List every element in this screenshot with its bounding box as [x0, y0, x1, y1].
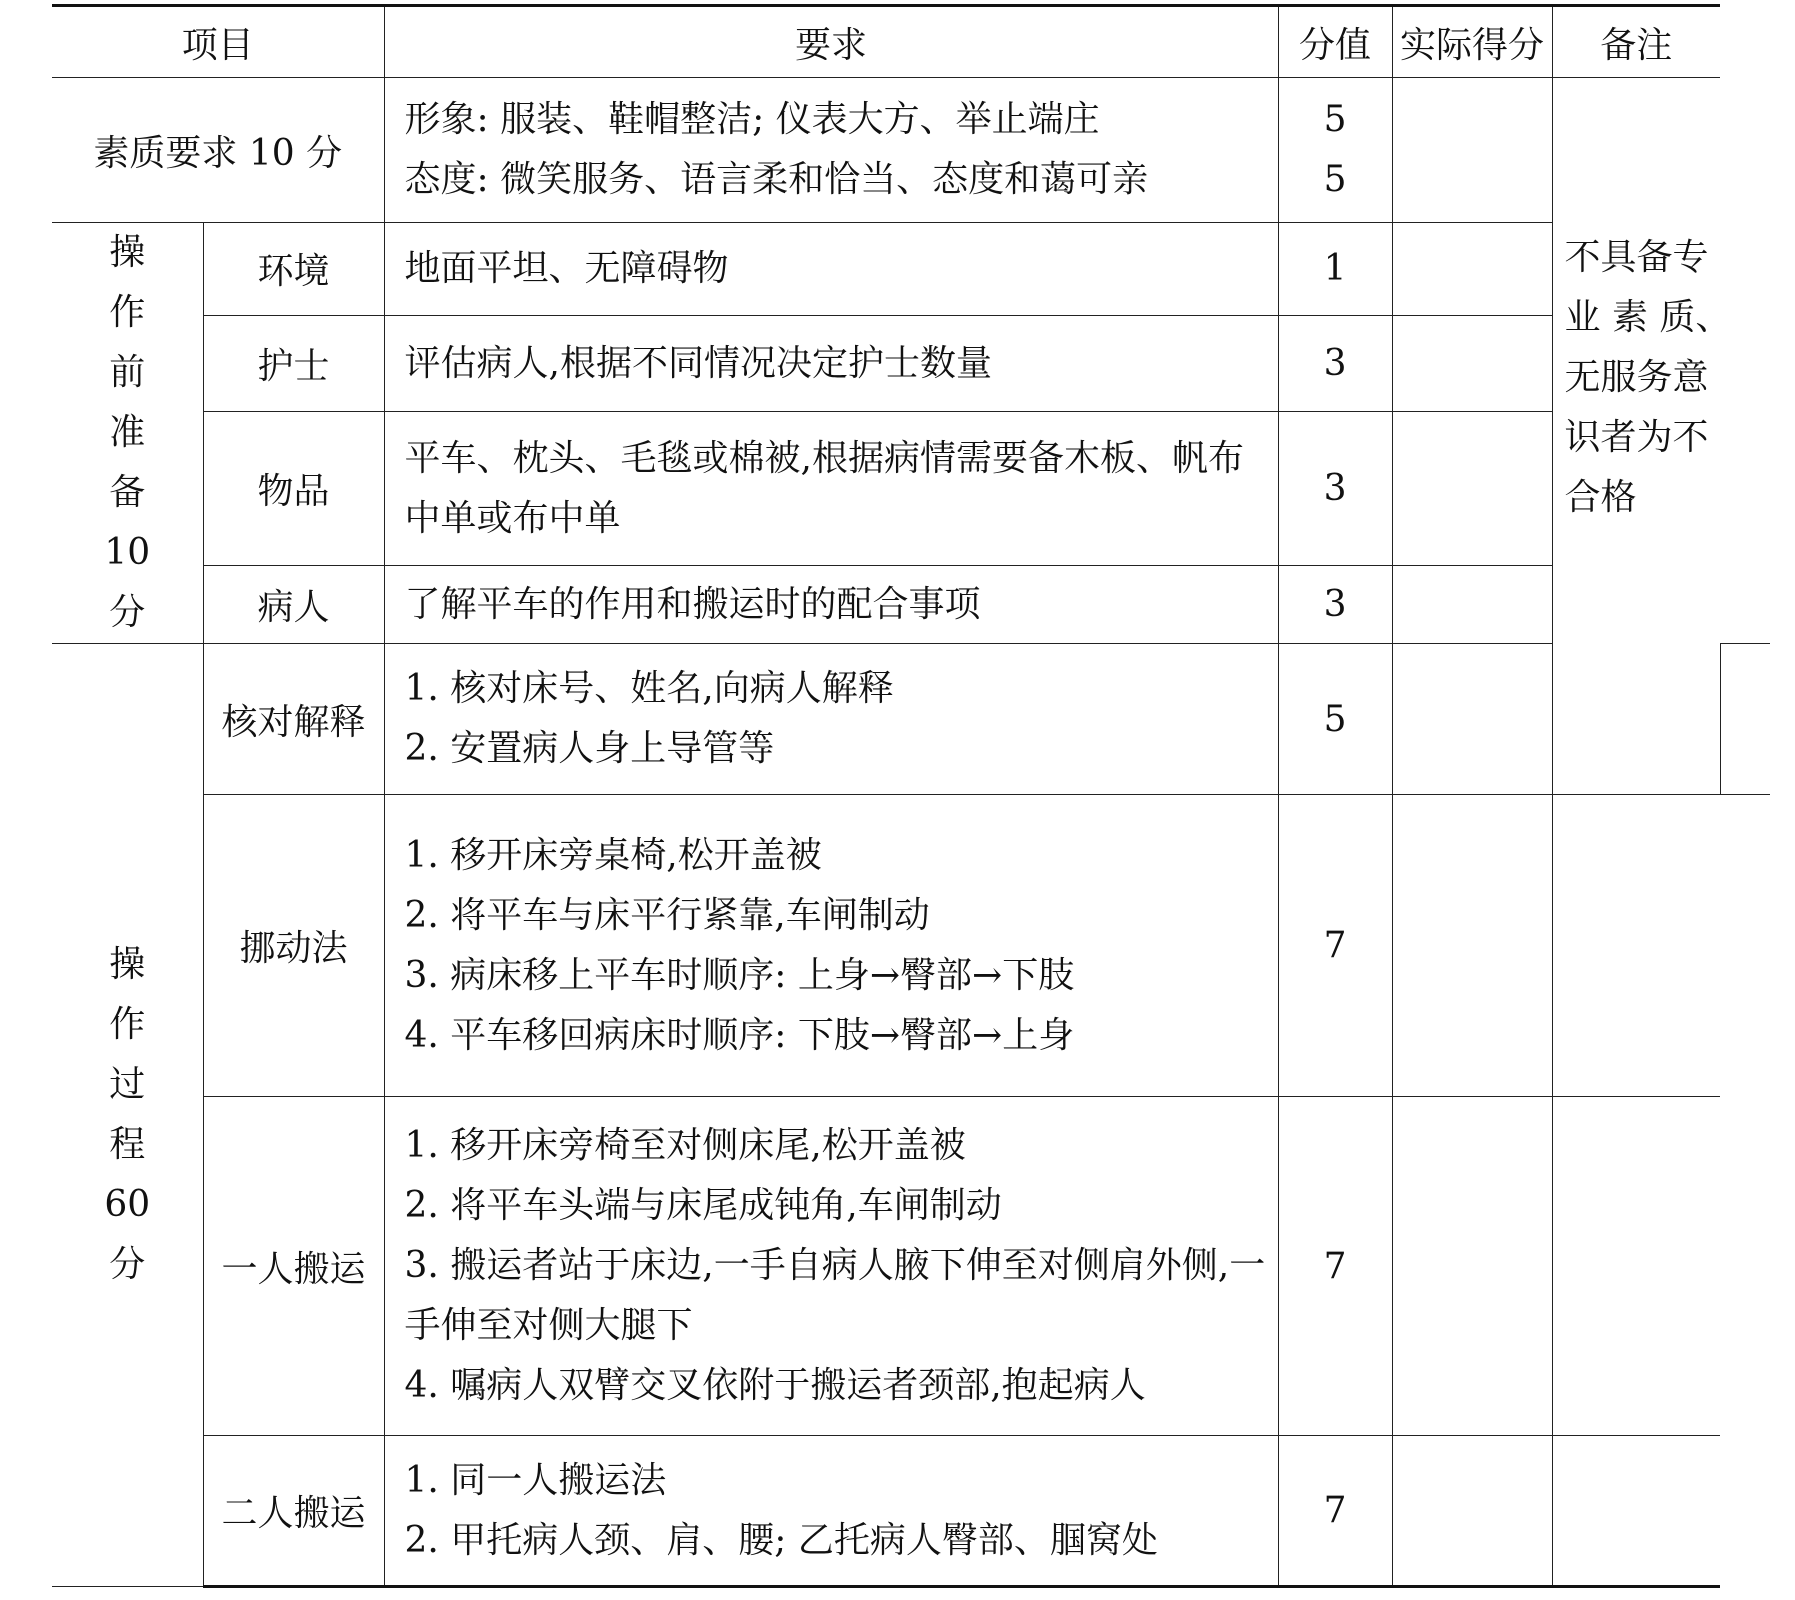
requirement-line: 态度: 微笑服务、语言柔和恰当、态度和蔼可亲: [404, 159, 1149, 200]
evaluation-table: [52, 4, 1770, 1588]
score-value: 1: [1278, 223, 1392, 316]
header-note: 备注: [1552, 6, 1720, 78]
table-row: [52, 1436, 1770, 1587]
table-row: [52, 566, 1770, 644]
note-cell: [1552, 795, 1720, 1097]
table-row: [52, 78, 1770, 223]
prep-item-requirement: 平车、枕头、毛毯或棉被,根据病情需要备木板、帆布中单或布中单: [384, 412, 1278, 566]
note-line: 无服务意: [1564, 357, 1709, 398]
prep-item-name: 病人: [203, 566, 384, 644]
table-row: [52, 1097, 1770, 1436]
score-value: 3: [1278, 315, 1392, 411]
score-value: 3: [1278, 412, 1392, 566]
process-item-requirement: 1. 核对床号、姓名,向病人解释 2. 安置病人身上导管等: [384, 644, 1278, 795]
actual-score-cell[interactable]: [1392, 1436, 1552, 1587]
process-item-name: 核对解释: [203, 644, 384, 795]
quality-scores: [1278, 78, 1392, 223]
table-row: [52, 412, 1770, 566]
actual-score-cell[interactable]: [1392, 795, 1552, 1097]
actual-score-cell[interactable]: [1392, 566, 1552, 644]
prep-item-name: 护士: [203, 315, 384, 411]
note-line: 合格: [1564, 477, 1637, 518]
prep-item-requirement: 地面平坦、无障碍物: [384, 223, 1278, 316]
prep-item-name: 环境: [203, 223, 384, 316]
process-item-name: 挪动法: [203, 795, 384, 1097]
score-sheet: [52, 4, 1770, 1588]
process-item-requirement: 1. 同一人搬运法 2. 甲托病人颈、肩、腰; 乙托病人臀部、腘窝处: [384, 1436, 1278, 1587]
process-item-requirement: 1. 移开床旁桌椅,松开盖被 2. 将平车与床平行紧靠,车闸制动 3. 病床移上平车时顺序: 上身→臀部→下肢 4. 平车移回病床时顺序: 下肢→臀部→上身: [384, 795, 1278, 1097]
process-item-requirement: 1. 移开床旁椅至对侧床尾,松开盖被 2. 将平车头端与床尾成钝角,车闸制动 3. 搬运者站于床边,一手自病人腋下伸至对侧肩外侧,一手伸至对侧大腿下 4. 嘱病人双臂交叉依附于搬运者颈部,抱起病人: [384, 1097, 1278, 1436]
table-row: [52, 795, 1770, 1097]
prep-item-requirement: 了解平车的作用和搬运时的配合事项: [384, 566, 1278, 644]
prep-item-name: 物品: [203, 412, 384, 566]
actual-score-cell[interactable]: [1392, 644, 1552, 795]
prep-item-requirement: 评估病人,根据不同情况决定护士数量: [384, 315, 1278, 411]
header-item: 项目: [52, 6, 384, 78]
score-value: 7: [1278, 1097, 1392, 1436]
score-value: 7: [1278, 1436, 1392, 1587]
header-actual-score: 实际得分: [1392, 6, 1552, 78]
note-line: 识者为不: [1564, 417, 1709, 458]
score-value: 3: [1278, 566, 1392, 644]
score-value: 5: [1278, 644, 1392, 795]
actual-score-cell[interactable]: [1392, 223, 1552, 316]
note-cell: [1552, 1436, 1720, 1587]
requirement-line: 形象: 服装、鞋帽整洁; 仪表大方、举止端庄: [404, 99, 1100, 140]
table-row: [52, 223, 1770, 316]
table-row: [52, 644, 1770, 795]
actual-score-cell[interactable]: [1392, 412, 1552, 566]
process-group-label: 操 作 过 程 60 分: [52, 644, 203, 1587]
note-line: 不具备专: [1564, 237, 1709, 278]
process-item-name: 二人搬运: [203, 1436, 384, 1587]
header-score: 分值: [1278, 6, 1392, 78]
actual-score-cell[interactable]: [1392, 78, 1552, 223]
score-value: 5: [1323, 159, 1347, 200]
actual-score-cell[interactable]: [1392, 315, 1552, 411]
quality-requirement: [384, 78, 1278, 223]
note-cell: [1720, 644, 1770, 795]
actual-score-cell[interactable]: [1392, 1097, 1552, 1436]
note-cell: [1552, 1097, 1720, 1436]
process-item-name: 一人搬运: [203, 1097, 384, 1436]
header-row: [52, 6, 1770, 78]
header-requirement: 要求: [384, 6, 1278, 78]
quality-label: 素质要求 10 分: [52, 78, 384, 223]
note-line: 业 素 质、: [1564, 297, 1732, 338]
score-value: 7: [1278, 795, 1392, 1097]
prep-group-label: 操 作 前 准 备 10 分: [52, 223, 203, 644]
note-cell: [1552, 78, 1732, 795]
score-value: 5: [1323, 99, 1347, 140]
table-row: [52, 315, 1770, 411]
